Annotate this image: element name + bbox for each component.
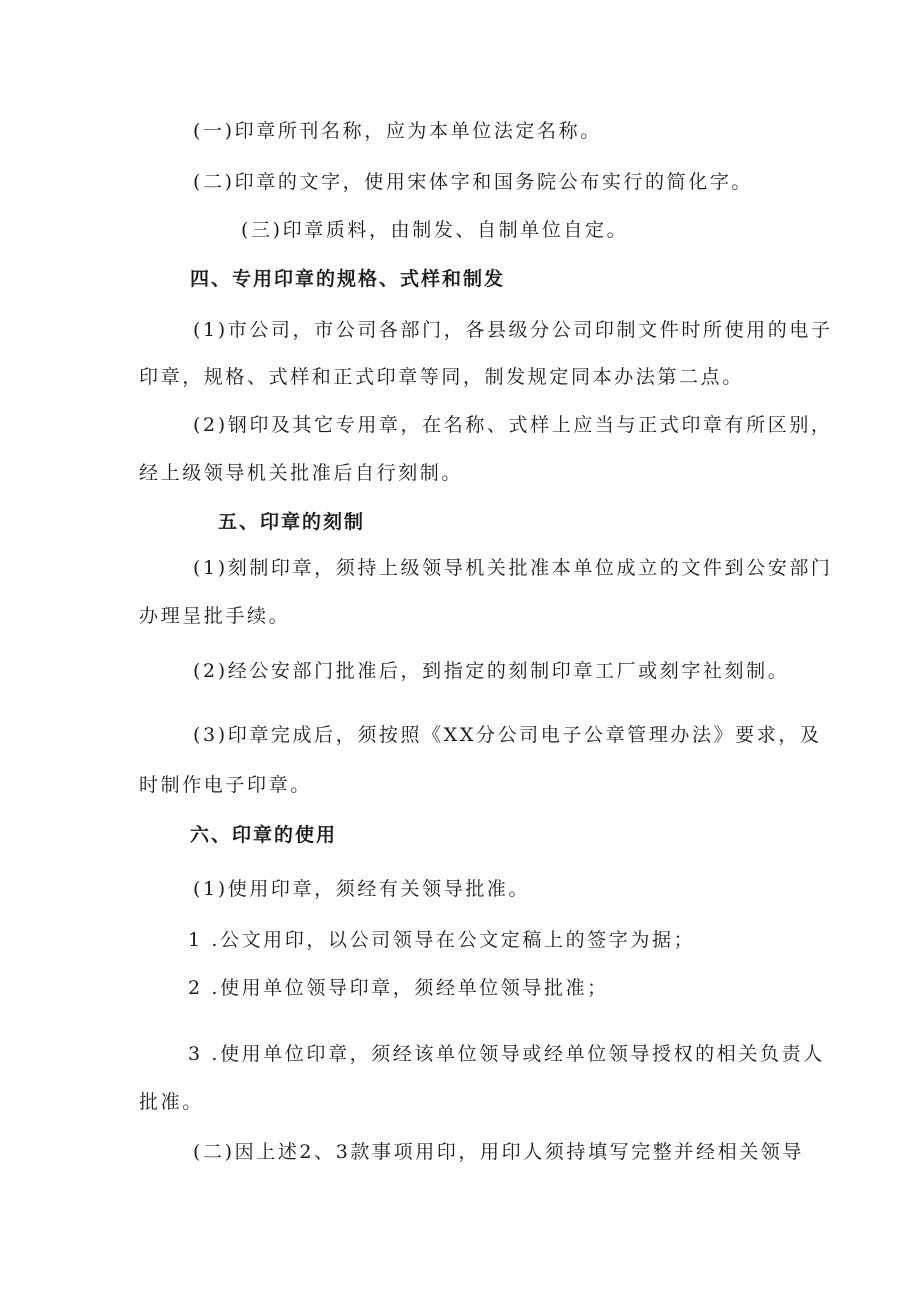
clause-6-1-item-2: 2 .使用单位领导印章，须经单位领导批准； <box>188 977 609 999</box>
clause-4-2-line2: 经上级领导机关批准后自行刻制。 <box>139 462 464 484</box>
section-heading-4: 四、专用印章的规格、式样和制发 <box>190 268 506 290</box>
clause-4-2-line1: (2)钢印及其它专用章，在名称、式样上应当与正式印章有所区别， <box>193 414 833 436</box>
clause-6-2: (二)因上述2、3款事项用印，用印人须持填写完整并经相关领导 <box>193 1141 805 1163</box>
clause-1-2: (二)印章的文字，使用宋体字和国务院公布实行的简化字。 <box>193 171 754 193</box>
section-heading-6: 六、印章的使用 <box>190 824 338 846</box>
clause-6-1: (1)使用印章，须经有关领导批准。 <box>193 878 531 900</box>
clause-1-1: (一)印章所刊名称，应为本单位法定名称。 <box>193 120 602 142</box>
clause-4-1-line1: (1)市公司，市公司各部门，各县级分公司印制文件时所使用的电子 <box>193 319 833 341</box>
clause-6-1-item-3-line2: 批准。 <box>139 1091 204 1113</box>
clause-5-2: (2)经公安部门批准后，到指定的刻制印章工厂或刻字社刻制。 <box>193 660 790 682</box>
section-heading-5: 五、印章的刻制 <box>218 511 366 533</box>
clause-5-3-line1: (3)印章完成后，须按照《XX分公司电子公章管理办法》要求，及 <box>193 724 822 746</box>
clause-5-1-line2: 办理呈批手续。 <box>139 605 291 627</box>
clause-5-1-line1: (1)刻制印章，须持上级领导机关批准本单位成立的文件到公安部门 <box>193 557 833 579</box>
clause-5-3-line2: 时制作电子印章。 <box>139 774 312 796</box>
clause-6-1-item-1: 1 .公文用印，以公司领导在公文定稿上的签字为据； <box>188 929 696 951</box>
clause-4-1-line2: 印章，规格、式样和正式印章等同，制发规定同本办法第二点。 <box>139 366 744 388</box>
clause-1-3: (三)印章质料，由制发、自制单位自定。 <box>241 219 629 241</box>
clause-6-1-item-3-line1: 3 .使用单位印章，须经该单位领导或经单位领导授权的相关负责人 <box>188 1043 825 1065</box>
